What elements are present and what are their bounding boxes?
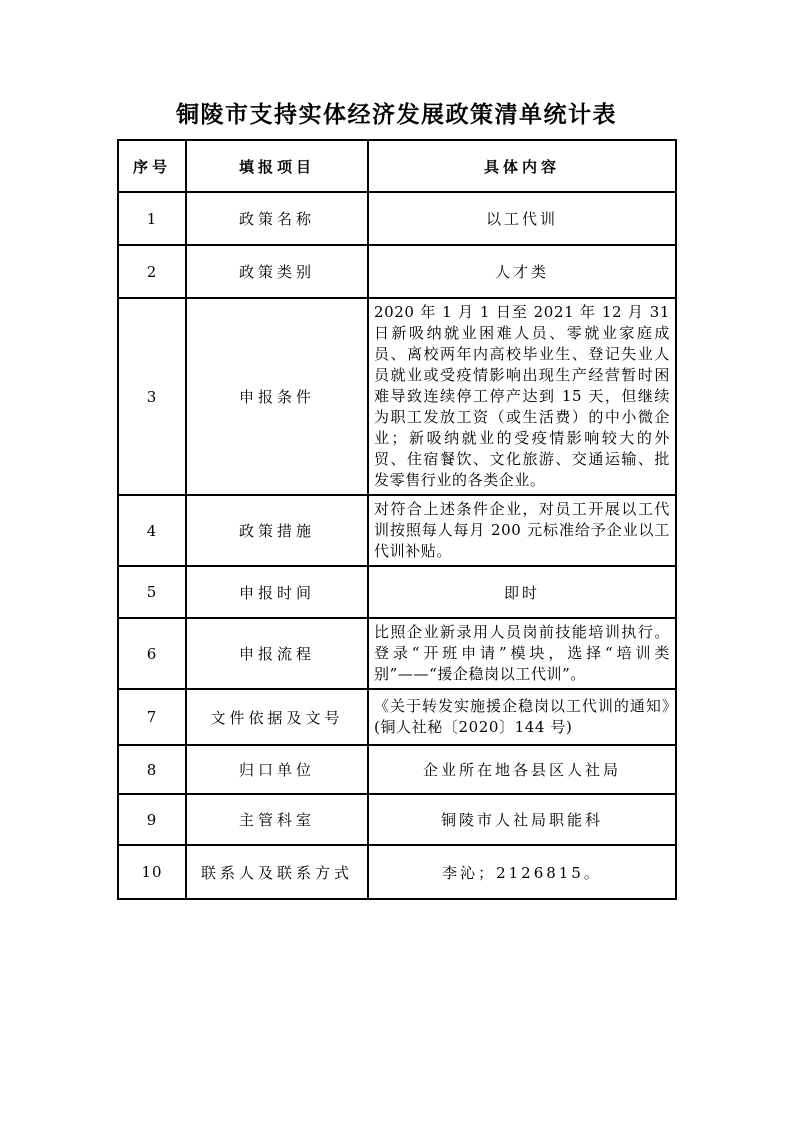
serial-number-cell: 4 [118, 495, 186, 566]
table-row [118, 689, 676, 745]
document-title: 铜陵市支持实体经济发展政策清单统计表 [176, 101, 617, 127]
header-report-item: 填报项目 [186, 140, 368, 192]
header-serial-number: 序号 [118, 140, 186, 192]
serial-number-cell: 2 [118, 245, 186, 298]
serial-number-cell: 7 [118, 689, 186, 745]
table-row [118, 618, 676, 689]
content-cell: 李沁；2126815。 [368, 845, 676, 899]
serial-number-cell: 10 [118, 845, 186, 899]
report-item-cell: 政策措施 [186, 495, 368, 566]
content-cell: 《关于转发实施援企稳岗以工代训的通知》(铜人社秘〔2020〕144 号) [368, 689, 676, 745]
serial-number-cell: 8 [118, 745, 186, 794]
table-row [118, 566, 676, 618]
table-row [118, 495, 676, 566]
table-row [118, 845, 676, 899]
content-cell: 人才类 [368, 245, 676, 298]
serial-number-cell: 1 [118, 192, 186, 245]
content-cell: 企业所在地各县区人社局 [368, 745, 676, 794]
report-item-cell: 申报时间 [186, 566, 368, 618]
report-item-cell: 申报条件 [186, 298, 368, 495]
serial-number-cell: 5 [118, 566, 186, 618]
report-item-cell: 归口单位 [186, 745, 368, 794]
content-cell: 以工代训 [368, 192, 676, 245]
table-row [118, 298, 676, 495]
report-item-cell: 政策类别 [186, 245, 368, 298]
content-cell: 比照企业新录用人员岗前技能培训执行。登录“开班申请”模块，选择“培训类别”——“援企稳岗以工代训”。 [368, 618, 676, 689]
table-header-row [118, 140, 676, 192]
report-item-cell: 文件依据及文号 [186, 689, 368, 745]
content-cell: 即时 [368, 566, 676, 618]
header-specific-content: 具体内容 [368, 140, 676, 192]
serial-number-cell: 3 [118, 298, 186, 495]
table-row [118, 192, 676, 245]
policy-table [117, 139, 677, 900]
report-item-cell: 政策名称 [186, 192, 368, 245]
serial-number-cell: 6 [118, 618, 186, 689]
report-item-cell: 主管科室 [186, 794, 368, 845]
content-cell: 对符合上述条件企业，对员工开展以工代训按照每人每月 200 元标准给予企业以工代训补贴。 [368, 495, 676, 566]
serial-number-cell: 9 [118, 794, 186, 845]
table-row [118, 245, 676, 298]
content-cell: 2020 年 1 月 1 日至 2021 年 12 月 31 日新吸纳就业困难人员、零就业家庭成员、离校两年内高校毕业生、登记失业人员就业或受疫情影响出现生产经营暂时困难导致连续停工停产达到 15 天，但继续为职工发放工资（或生活费）的中小微企业；新吸纳就业的受疫情影响较大的外贸、住宿餐饮、文化旅游、交通运输、批发零售行业的各类企业。 [368, 298, 676, 495]
report-item-cell: 申报流程 [186, 618, 368, 689]
report-item-cell: 联系人及联系方式 [186, 845, 368, 899]
table-row [118, 794, 676, 845]
content-cell: 铜陵市人社局职能科 [368, 794, 676, 845]
table-row [118, 745, 676, 794]
